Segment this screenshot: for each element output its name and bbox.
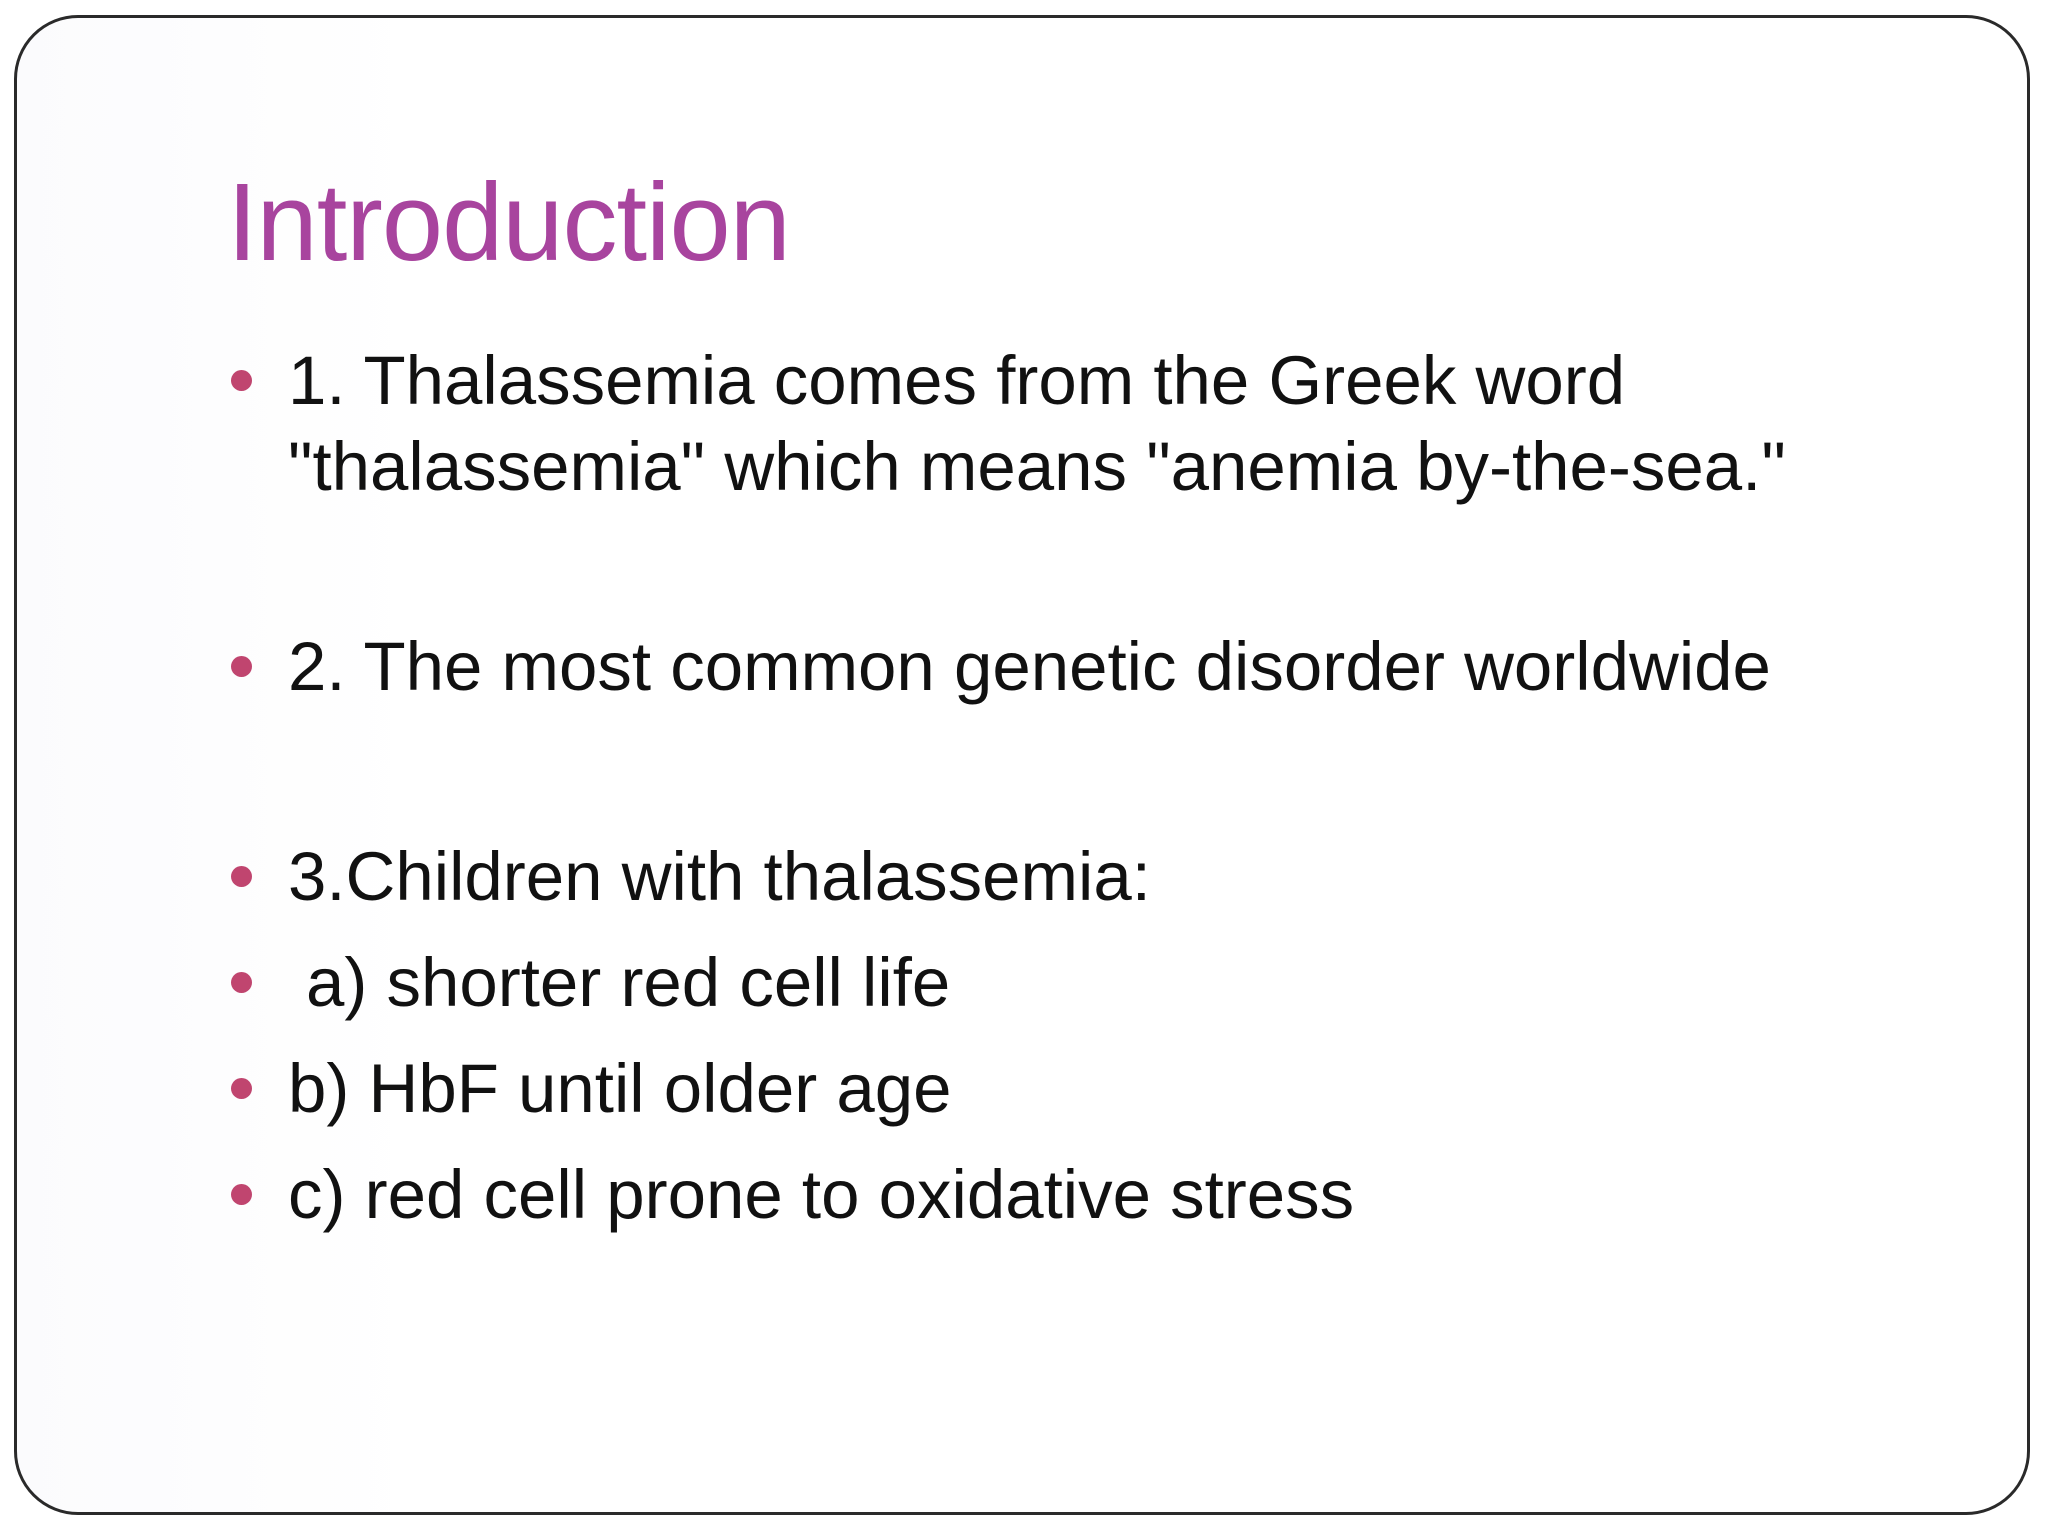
bullet-dot-icon xyxy=(231,1078,252,1099)
bullet-dot-icon xyxy=(231,656,252,677)
bullet-item xyxy=(288,940,950,1026)
bullet-text: a) shorter red cell life xyxy=(306,944,951,1021)
bullet-text: c) red cell prone to oxidative stress xyxy=(288,1156,1355,1233)
bullet-item xyxy=(288,624,1771,710)
bullet-item xyxy=(288,1046,952,1132)
bullet-dot-icon xyxy=(231,370,252,391)
bullet-dot-icon xyxy=(231,1184,252,1205)
bullet-dot-icon xyxy=(231,972,252,993)
slide-title: Introduction xyxy=(227,161,790,284)
bullet-dot-icon xyxy=(231,866,252,887)
bullet-text: 2. The most common genetic disorder worldwide xyxy=(288,628,1771,705)
bullet-item xyxy=(288,834,1151,920)
bullet-text: 1. Thalassemia comes from the Greek word "thalassemia" which means "anemia by-the-sea." xyxy=(288,342,1786,505)
bullet-text: b) HbF until older age xyxy=(288,1050,952,1127)
bullet-text: 3.Children with thalassemia: xyxy=(288,838,1151,915)
bullet-item xyxy=(288,1152,1354,1238)
bullet-item xyxy=(288,338,1786,510)
